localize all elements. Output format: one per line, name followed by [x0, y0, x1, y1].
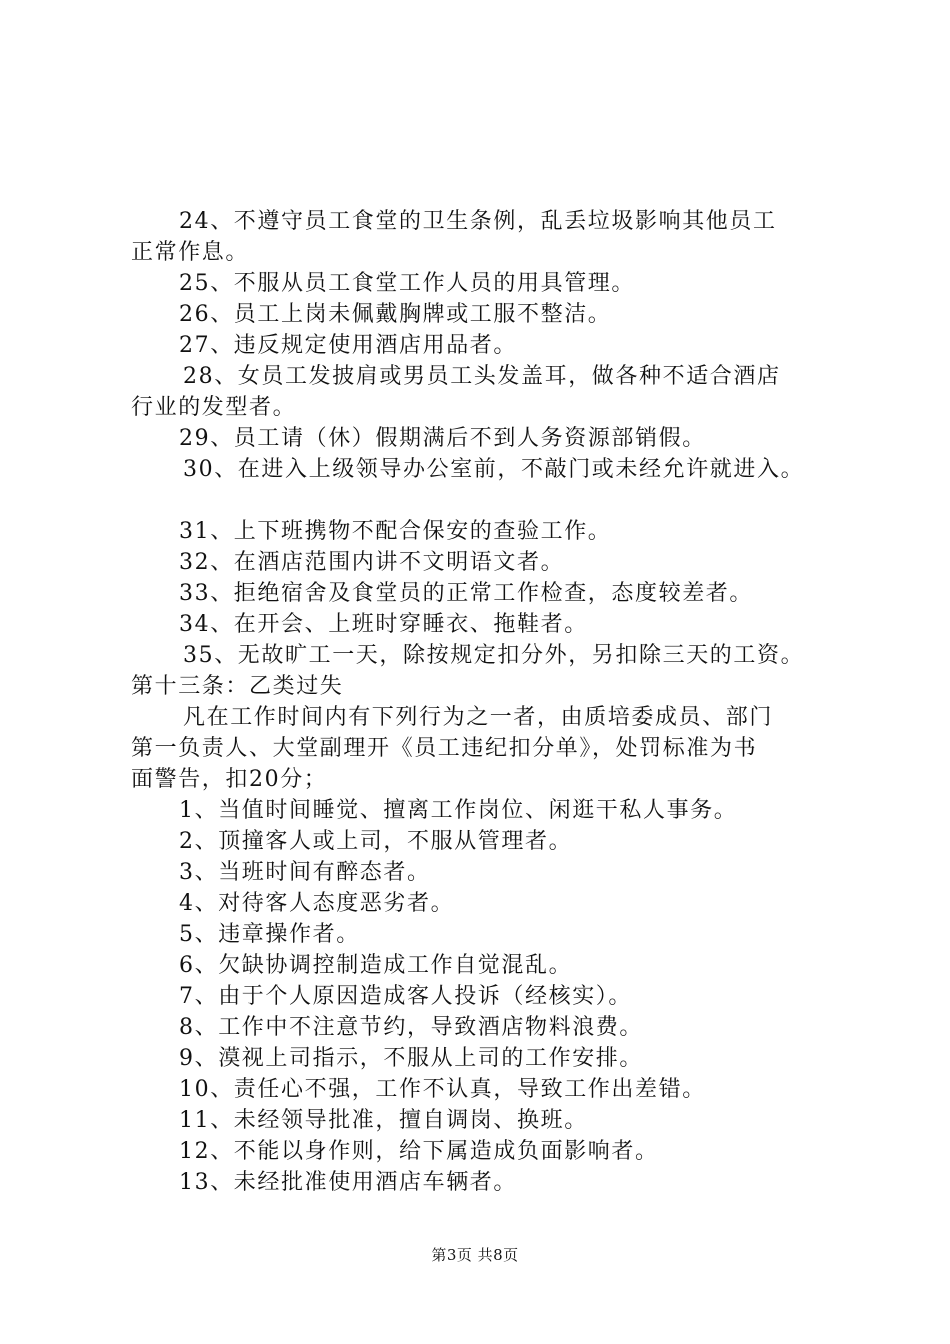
b-rule-1: 1、当值时间睡觉、擅离工作岗位、闲逛干私人事务。	[179, 798, 738, 823]
document-body	[131, 206, 836, 1198]
article-13-intro-line-1: 凡在工作时间内有下列行为之一者，由质培委成员、部门	[183, 705, 774, 730]
rule-24-line-2: 正常作息。	[131, 240, 250, 265]
b-rule-13: 13、未经批准使用酒店车辆者。	[179, 1170, 517, 1195]
b-rule-2: 2、顶撞客人或上司，不服从管理者。	[179, 829, 573, 854]
b-rule-12: 12、不能以身作则，给下属造成负面影响者。	[179, 1139, 659, 1164]
rule-24-line-1: 24、不遵守员工食堂的卫生条例，乱丢垃圾影响其他员工	[179, 209, 777, 234]
section-heading-article-13: 第十三条：乙类过失	[131, 674, 344, 699]
article-13-intro-line-3: 面警告，扣20分；	[131, 767, 328, 792]
article-13-intro-line-2: 第一负责人、大堂副理开《员工违纪扣分单》，处罚标准为书	[131, 736, 758, 761]
rule-26: 26、员工上岗未佩戴胸牌或工服不整洁。	[179, 302, 612, 327]
b-rule-4: 4、对待客人态度恶劣者。	[179, 891, 455, 916]
rule-31: 31、上下班携物不配合保安的查验工作。	[179, 519, 612, 544]
rule-30: 30、在进入上级领导办公室前，不敲门或未经允许就进入。	[183, 457, 805, 482]
paragraph-gap	[131, 485, 836, 516]
b-rule-3: 3、当班时间有醉态者。	[179, 860, 431, 885]
rule-33: 33、拒绝宿舍及食堂员的正常工作检查，态度较差者。	[179, 581, 753, 606]
b-rule-5: 5、违章操作者。	[179, 922, 360, 947]
rule-32: 32、在酒店范围内讲不文明语文者。	[179, 550, 565, 575]
b-rule-6: 6、欠缺协调控制造成工作自觉混乱。	[179, 953, 573, 978]
rule-27: 27、违反规定使用酒店用品者。	[179, 333, 517, 358]
b-rule-10: 10、责任心不强，工作不认真，导致工作出差错。	[179, 1077, 706, 1102]
b-rule-9: 9、漠视上司指示，不服从上司的工作安排。	[179, 1046, 643, 1071]
rule-28-line-1: 28、女员工发披肩或男员工头发盖耳，做各种不适合酒店	[183, 364, 781, 389]
rule-28-line-2: 行业的发型者。	[131, 395, 297, 420]
rule-35: 35、无故旷工一天，除按规定扣分外，另扣除三天的工资。	[183, 643, 805, 668]
page-number-label: 第3页 共8页	[431, 1246, 519, 1264]
b-rule-8: 8、工作中不注意节约，导致酒店物料浪费。	[179, 1015, 643, 1040]
rule-25: 25、不服从员工食堂工作人员的用具管理。	[179, 271, 635, 296]
rule-34: 34、在开会、上班时穿睡衣、拖鞋者。	[179, 612, 588, 637]
page-footer	[0, 1244, 950, 1265]
b-rule-11: 11、未经领导批准，擅自调岗、换班。	[179, 1108, 588, 1133]
rule-29: 29、员工请（休）假期满后不到人务资源部销假。	[179, 426, 706, 451]
b-rule-7: 7、由于个人原因造成客人投诉（经核实）。	[179, 984, 632, 1009]
